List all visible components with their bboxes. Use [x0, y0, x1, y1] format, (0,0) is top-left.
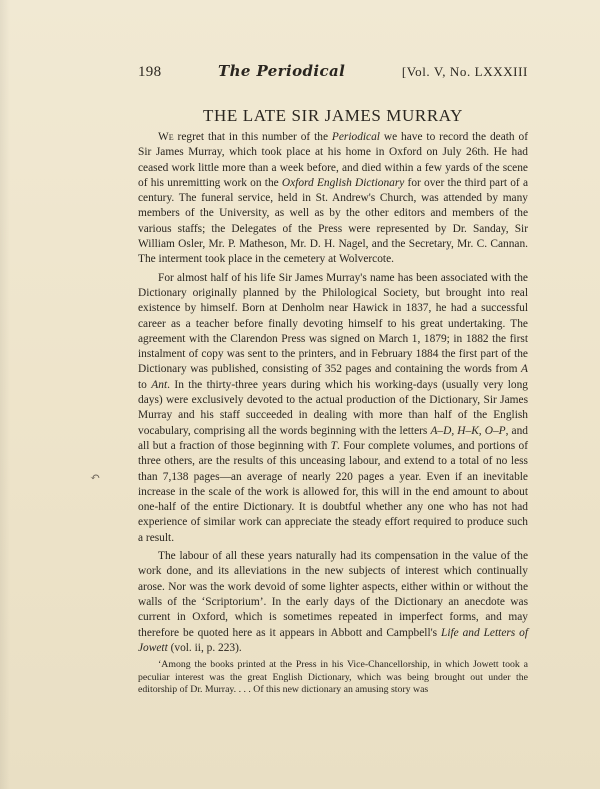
text-run: for over the third part of a century. The funeral service, held in St. Andrew's Church, was attended by many members of the University, as well as by the other editors and members of the various staffs; the Delegates of the Press were represented by Dr. Sanday, Sir William Osler, Mr. P. Matheson, Mr. D. H. Nagel, and the Secretary, Mr. C. Cannan. The interment took place in the cemetery at Wolvercote.	[138, 176, 528, 266]
text-run: . Four complete volumes, and portions of three others, are the results of this unceasing labour, and extend to a total of no less than 7,138 pages—an average of nearly 220 pages a year. Even if an inevitable increase in the scale of the work is allowed for, this will in the end amount to about one-half of the entire Dictionary. It is doubtful whether any one who has not had experience of similar work can appreciate the steady effort required to produce such a result.	[138, 439, 528, 544]
text-run: regret that in this number of the	[173, 131, 332, 143]
paragraph-3	[138, 549, 528, 656]
article-body	[138, 130, 528, 700]
text-run: we have to record the death of Sir James Murray, which took place at his home in Oxford on July 26th. He had ceased work little more than a week before, and died within a few yards of the scene of his unremitting work on the	[138, 131, 528, 189]
text-run: . In the thirty-three years during which his working-days (usually very long days) were exclusively devoted to the actual production of the Dictionary, Sir James Murray and his staff succeeded in dealing with more than half of the English vocabulary, comprising all the words beginning with the letters	[138, 378, 528, 437]
text-run: , and all but a fraction of those beginning with	[138, 424, 528, 452]
italic-run: T	[330, 439, 337, 452]
page-number: 198	[138, 64, 162, 80]
paragraph-2	[138, 271, 528, 546]
italic-run: Oxford English Dictionary	[281, 176, 405, 189]
text-run: to	[138, 378, 152, 391]
italic-run: Ant	[151, 378, 168, 391]
article-title: THE LATE SIR JAMES MURRAY	[203, 106, 463, 125]
drop-lead: We	[158, 131, 174, 143]
paragraph-1	[138, 130, 528, 268]
block-quote: ‘Among the books printed at the Press in his Vice-Chancellorship, in which Jowett took a peculiar interest was the great English Dictionary, which was being brought out under the editorship of Dr. Murray. . . . Of this new dictionary an amusing story was	[138, 659, 528, 696]
text-run: The labour of all these years naturally had its compensation in the value of the work done, and its alleviations in the new subjects of interest which continually arose. Nor was the work devoid of some lighter aspects, either within or without the walls of the ‘Scriptorium’. In the early days of the Dictionary an anecdote was current in Oxford, which is sometimes repeated in imperfect forms, and may therefore be quoted here as it appears in Abbott and Campbell's	[138, 550, 528, 639]
italic-run: Periodical	[331, 131, 380, 143]
running-header	[138, 62, 528, 86]
text-run: For almost half of his life Sir James Murray's name has been associated with the Dictionary originally planned by the Philological Society, but brought into real existence by himself. Born at Denholm near Hawick in 1837, he had a successful career as a teacher before finally devoting himself to his great undertaking. The agreement with the Clarendon Press was signed on March 1, 1879; in 1882 the first instalment of copy was sent to the printers, and in February 1884 the first part of the Dictionary was published, consisting of 352 pages and containing the words from	[138, 271, 528, 376]
text-run: (vol. ii, p. 223).	[167, 641, 242, 654]
italic-run: A	[521, 363, 528, 376]
margin-mark: ↶	[90, 470, 101, 484]
volume-label: [Vol. V, No. LXXXIII	[401, 64, 528, 79]
italic-run: Life and Letters of Jowett	[138, 626, 528, 654]
italic-run: A–D, H–K, O–P	[430, 424, 506, 437]
page-fold-shadow	[0, 0, 10, 789]
running-title: The Periodical	[218, 62, 346, 80]
